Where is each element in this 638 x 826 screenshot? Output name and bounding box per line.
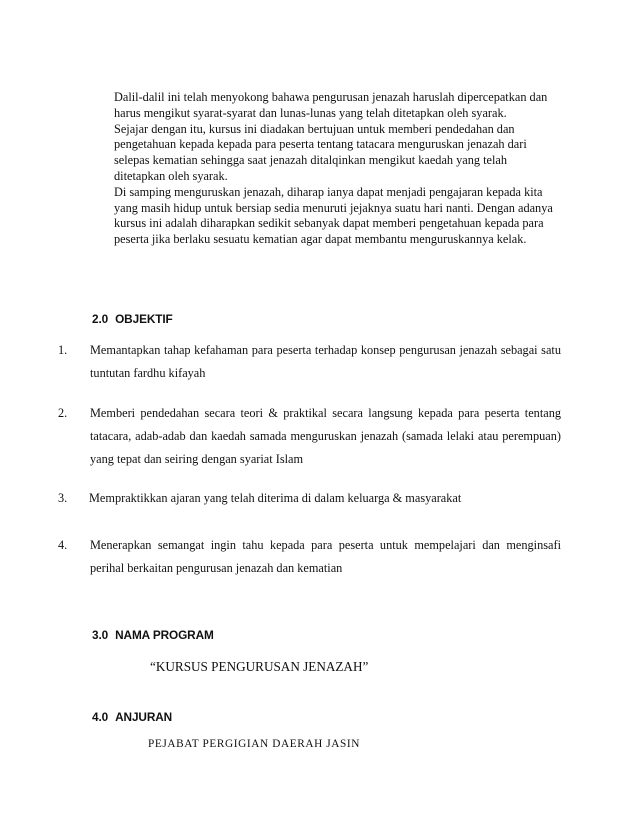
heading-number: 4.0 <box>92 710 109 724</box>
organizer-name: PEJABAT PERGIGIAN DAERAH JASIN <box>148 738 361 750</box>
objective-marker: 3. <box>58 491 68 505</box>
objective-text: Memberi pendedahan secara teori & praktikal secara langsung kepada para peserta tentang tatacara, adab-adab dan kaedah samada menguruskan jenazah (samada lelaki atau perempuan) yang tepat dan seiring dengan syariat Islam <box>90 406 561 466</box>
heading-number: 3.0 <box>92 628 109 642</box>
objective-marker: 4. <box>58 538 68 552</box>
intro-line: yang masih hidup untuk bersiap sedia menuruti jejaknya suatu hari nanti. Dengan adanya <box>114 200 553 215</box>
heading-nama-program <box>92 628 214 642</box>
objective-text: Mempraktikkan ajaran yang telah diterima di dalam keluarga & masyarakat <box>89 491 462 505</box>
heading-objektif <box>92 312 173 326</box>
intro-line: Sejajar dengan itu, kursus ini diadakan bertujuan untuk memberi pendedahan dan <box>114 121 515 136</box>
objective-marker: 1. <box>58 343 68 357</box>
heading-title: OBJEKTIF <box>115 312 173 326</box>
heading-title: NAMA PROGRAM <box>115 628 214 642</box>
heading-number: 2.0 <box>92 312 109 326</box>
program-name: “KURSUS PENGURUSAN JENAZAH” <box>150 659 369 674</box>
objective-text: Menerapkan semangat ingin tahu kepada para peserta untuk mempelajari dan menginsafi perihal berkaitan pengurusan jenazah dan kematian <box>90 538 561 575</box>
intro-line: harus mengikut syarat-syarat dan lunas-lunas yang telah ditetapkan oleh syarak. <box>114 105 507 120</box>
intro-line: ditetapkan oleh syarak. <box>114 168 228 183</box>
intro-line: selepas kematian sehingga saat jenazah ditalqinkan mengikut kaedah yang telah <box>114 153 508 168</box>
objective-item <box>58 402 561 471</box>
intro-line: kursus ini adalah diharapkan sedikit sebanyak dapat memberi pengetahuan kepada para <box>114 216 544 231</box>
objective-item <box>58 487 561 510</box>
intro-line: peserta jika berlaku sesuatu kematian agar dapat membantu menguruskannya kelak. <box>114 232 527 247</box>
intro-line: Dalil-dalil ini telah menyokong bahawa pengurusan jenazah haruslah dipercepatkan dan <box>114 90 548 104</box>
intro-line: Di samping menguruskan jenazah, diharap ianya dapat menjadi pengajaran kepada kita <box>114 184 543 199</box>
objective-item <box>58 534 561 580</box>
objective-item <box>58 339 561 385</box>
heading-anjuran <box>92 710 172 724</box>
intro-paragraph <box>114 90 584 248</box>
objective-text: Memantapkan tahap kefahaman para peserta terhadap konsep pengurusan jenazah sebagai satu tuntutan fardhu kifayah <box>90 343 561 380</box>
intro-line: pengetahuan kepada kepada para peserta tentang tatacara menguruskan jenazah dari <box>114 137 527 152</box>
heading-title: ANJURAN <box>115 710 173 724</box>
objective-marker: 2. <box>58 406 68 420</box>
